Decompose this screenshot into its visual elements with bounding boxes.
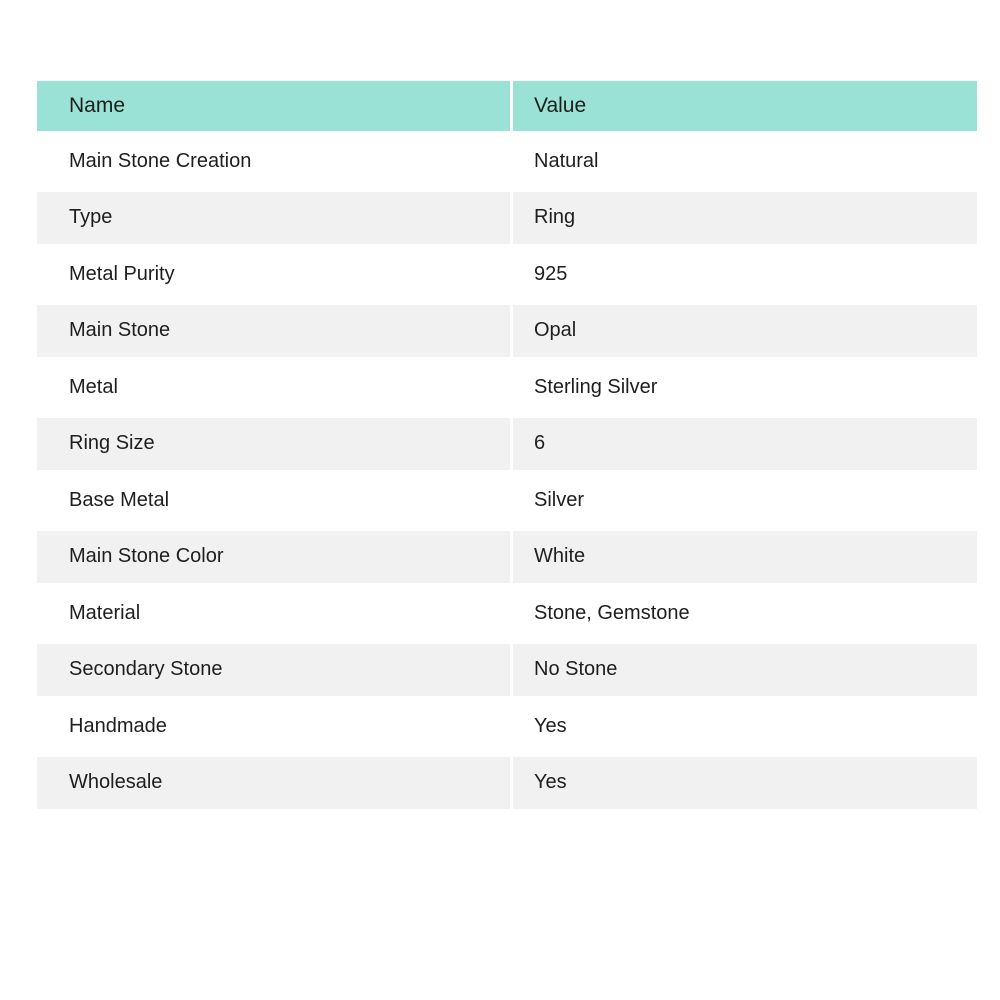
attribute-value-cell: Ring	[513, 192, 977, 245]
column-header-value: Value	[513, 81, 977, 131]
product-attributes-table	[34, 77, 980, 813]
header-row	[37, 81, 977, 131]
table-row	[37, 587, 977, 640]
attribute-name-cell: Handmade	[37, 700, 510, 753]
attribute-value-cell: 6	[513, 418, 977, 471]
table-row	[37, 192, 977, 245]
attribute-name-cell: Main Stone Creation	[37, 135, 510, 188]
table-row	[37, 361, 977, 414]
attribute-value-cell: Yes	[513, 700, 977, 753]
table-row	[37, 700, 977, 753]
table-row	[37, 644, 977, 697]
table-row	[37, 135, 977, 188]
attribute-name-cell: Ring Size	[37, 418, 510, 471]
attribute-value-cell: White	[513, 531, 977, 584]
table-row	[37, 474, 977, 527]
table-body	[37, 135, 977, 809]
table-row	[37, 305, 977, 358]
attribute-value-cell: Opal	[513, 305, 977, 358]
attribute-name-cell: Main Stone Color	[37, 531, 510, 584]
table-row	[37, 418, 977, 471]
table-row	[37, 757, 977, 810]
attribute-value-cell: Natural	[513, 135, 977, 188]
attribute-name-cell: Metal Purity	[37, 248, 510, 301]
attribute-value-cell: Yes	[513, 757, 977, 810]
attribute-value-cell: 925	[513, 248, 977, 301]
attribute-value-cell: Stone, Gemstone	[513, 587, 977, 640]
table-header	[37, 81, 977, 131]
attribute-value-cell: Sterling Silver	[513, 361, 977, 414]
attribute-name-cell: Material	[37, 587, 510, 640]
attribute-name-cell: Type	[37, 192, 510, 245]
table-row	[37, 248, 977, 301]
attribute-name-cell: Wholesale	[37, 757, 510, 810]
attribute-name-cell: Metal	[37, 361, 510, 414]
attribute-value-cell: Silver	[513, 474, 977, 527]
attribute-name-cell: Base Metal	[37, 474, 510, 527]
table-row	[37, 531, 977, 584]
attribute-name-cell: Secondary Stone	[37, 644, 510, 697]
attribute-value-cell: No Stone	[513, 644, 977, 697]
column-header-name: Name	[37, 81, 510, 131]
attribute-name-cell: Main Stone	[37, 305, 510, 358]
